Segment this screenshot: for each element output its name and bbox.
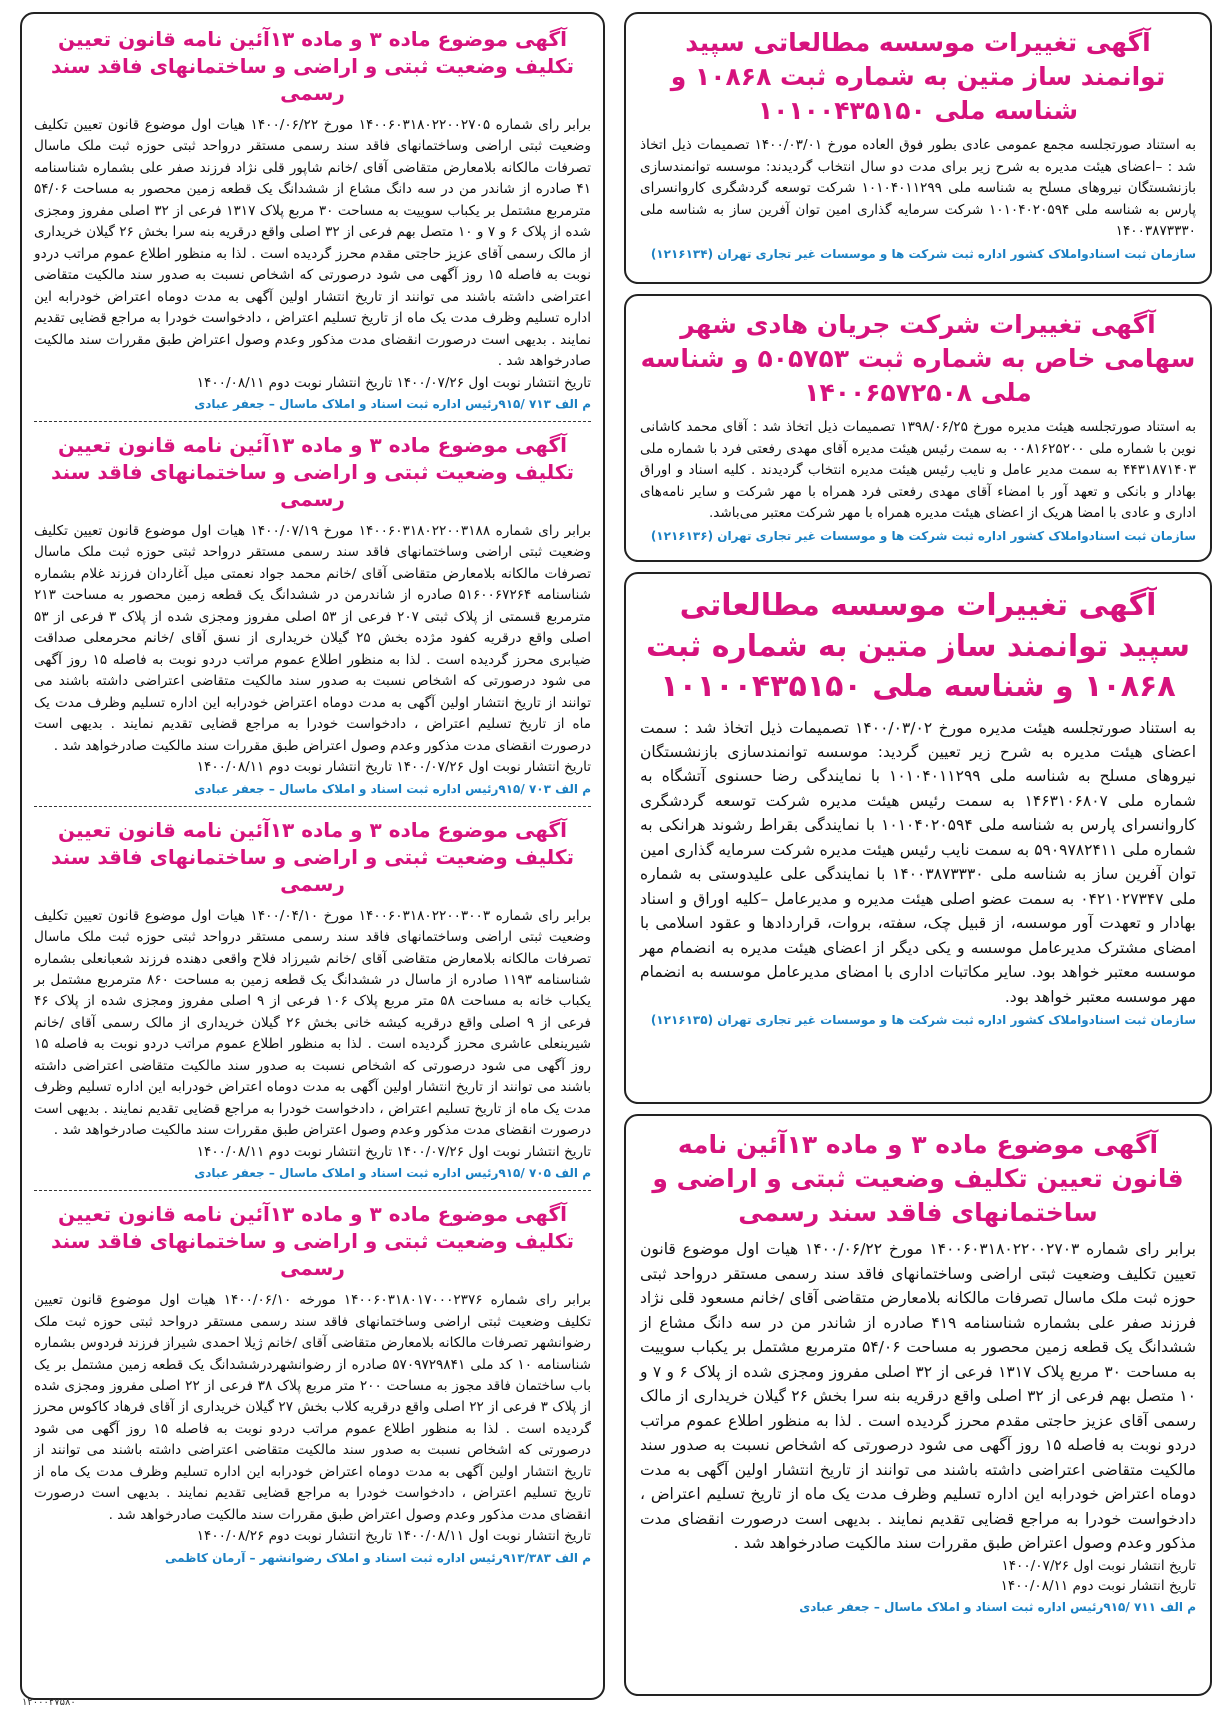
land-ad-4 — [34, 1201, 591, 1565]
ad-signature: م الف ۷۱۳ /۹۱۵رئیس اداره ثبت اسناد و املاک ماسال – جعفر عبادی — [194, 397, 591, 412]
publish-date-second: تاریخ انتشار نوبت دوم ۱۴۰۰/۰۸/۱۱ — [1000, 1577, 1196, 1594]
ad-title: آگهی تغییرات شرکت جریان هادی شهر سهامی خاص به شماره ثبت ۵۰۵۷۵۳ و شناسه ملی ۱۴۰۰۶۵۷۲۵۰۸ — [640, 310, 1196, 407]
ad-title: آگهی موضوع ماده ۳ و ماده ۱۳آئین نامه قانون تعیین تکلیف وضعیت ثبتی و اراضی و ساختمانهای فاقد سند رسمی — [51, 817, 574, 896]
ad-title: آگهی موضوع ماده ۳ و ماده ۱۳آئین نامه قانون تعیین تکلیف وضعیت ثبتی و اراضی و ساختمانهای فاقد سند رسمی — [51, 433, 574, 512]
ad-box-company-change-3 — [624, 572, 1212, 1104]
ad-signature: م الف ۷۰۳ /۹۱۵رئیس اداره ثبت اسناد و املاک ماسال – جعفر عبادی — [194, 781, 591, 796]
ad-body: به استناد صورتجلسه هیئت مدیره مورخ ۱۴۰۰/۰۳/۰۲ تصمیمات ذیل اتخاذ شد : سمت اعضای هیئت مدیره به شرح زیر تعیین گردید: موسسه توانمندسازی بازنشستگان نیروهای مسلح به شناسه ملی ۱۰۱۰۴۰۱۱۲۹۹ با نمایندگی رضا حسنوی آتشگاه به شماره ملی ۱۴۶۳۱۰۶۸۰۷ به سمت رئیس هیئت مدیره شرکت توسعه گردشگری کاروانسرای پارس به شناسه ملی ۱۰۱۰۴۰۲۰۵۹۴ با نمایندگی بقراط رشوند هرانکی به شماره ملی ۵۹۰۹۷۸۲۴۱۱ به سمت نایب رئیس هیئت مدیره شرکت سرمایه گذاری امین توان آفرین ساز به شناسه ملی ۱۴۰۰۳۸۷۳۳۳۰ با نمایندگی علی علیدوستی به شماره ملی ۰۴۲۱۰۲۷۳۴۷ به سمت عضو اصلی هیئت مدیره و مدیرعامل –کلیه اوراق و اسناد بهادار و تعهدت آور موسسه، از قبیل چک، سفته، بروات، قراردادها و عقود اسلامی با امضای مشترک مدیرعامل موسسه و یکی دیگر از اعضای هیئت مدیره به انضمام مهر موسسه معتبر خواهد بود. سایر مکاتبات اداری با امضای مدیرعامل موسسه به انضمام مهر موسسه معتبر خواهد بود. — [640, 718, 1197, 1006]
ad-body: به استناد صورتجلسه مجمع عمومی عادی بطور فوق العاده مورخ ۱۴۰۰/۰۳/۰۱ تصمیمات ذیل اتخاذ شد : –اعضای هیئت مدیره به شرح زیر برای مدت دو سال انتخاب گردیدند: موسسه توانمندسازی بازنشستگان نیروهای مسلح به شناسه ملی ۱۰۱۰۴۰۱۱۲۹۹ شرکت توسعه گردشگری کاروانسرای پارس به شناسه ملی ۱۰۱۰۴۰۲۰۵۹۴ شرکت سرمایه گذاری امین توان آفرین ساز به شناسه ملی ۱۴۰۰۳۸۷۳۳۳۰ — [640, 137, 1196, 240]
ad-body: برابر رای شماره ۱۴۰۰۶۰۳۱۸۰۲۲۰۰۲۷۰۵ مورخ ۱۴۰۰/۰۶/۲۲ هیات اول موضوع قانون تعیین تکلیف وضعیت ثبتی اراضی وساختمانهای فاقد سند رسمی مستقر درواحد ثبتی حوزه ثبت ملک ماسال تصرفات مالکانه بلامعارض متقاضی آقای /خانم شاپور قلی نژاد فرزند صفر علی بشماره شناسنامه ۴۱ صادره از شاندر من در سه دانگ مشاع از ششدانگ یک قطعه زمین محصور به مساحت ۵۴/۰۶ مترمربع مشتمل بر یکباب سوییت به مساحت ۳۰ مربع پلاک ۱۳۱۷ فرعی از ۳۲ اصلی مفروز ومجزی شده از پلاک ۶ و ۷ و ۱۰ متصل بهم فرعی از ۳۲ اصلی واقع درقریه بنه سرا بخش ۲۶ گیلان خریداری از مالک رسمی آقای عزیز حاجتی مقدم محرز گردیده است . لذا به منظور اطلاع عموم مراتب دردو نوبت به فاصله ۱۵ روز آگهی می شود درصورتی که اشخاص نسبت به صدور سند مالکیت متقاضی اعتراضی داشته باشند می توانند از تاریخ انتشار اولین آگهی به مدت دوماه اعتراض خودرابه این اداره تسلیم وظرف مدت یک ماه از تاریخ تسلیم اعتراض ، دادخواست خودرا به مراجع قضایی تقدیم نمایند . بدیهی است درصورت انقضای مدت مذکور وعدم وصول اعتراض طبق مقررات سند مالکیت صادرخواهد شد . — [34, 117, 592, 370]
ad-signature: سازمان ثبت اسنادواملاک کشور اداره ثبت شرکت ها و موسسات غیر تجاری تهران (۱۲۱۶۱۳۶) — [650, 528, 1196, 543]
ad-box-company-change-2 — [624, 294, 1212, 562]
land-ad-1 — [34, 26, 591, 411]
ad-signature: م الف ۷۱۱ /۹۱۵رئیس اداره ثبت اسناد و املاک ماسال – جعفر عبادی — [799, 1600, 1196, 1615]
publish-dates: تاریخ انتشار نوبت اول ۱۴۰۰/۰۷/۲۶ تاریخ انتشار نوبت دوم ۱۴۰۰/۰۸/۱۱ — [196, 1143, 591, 1160]
dashed-divider — [34, 1190, 591, 1191]
ad-title: آگهی تغییرات موسسه مطالعاتی سپید توانمند ساز متین به شماره ثبت ۱۰۸۶۸ و شناسه ملی ۱۰۱۰۰۴۳۵۱۵۰ — [646, 588, 1190, 704]
publish-dates: تاریخ انتشار نوبت اول ۱۴۰۰/۰۸/۱۱ تاریخ انتشار نوبت دوم ۱۴۰۰/۰۸/۲۶ — [196, 1528, 591, 1545]
ad-title: آگهی تغییرات موسسه مطالعاتی سپید توانمند ساز متین به شماره ثبت ۱۰۸۶۸ و شناسه ملی ۱۰۱۰۰۴۳۵۱۵۰ — [670, 28, 1166, 125]
ad-signature: م الف ۹۱۳/۳۸۳رئیس اداره ثبت اسناد و املاک رضوانشهر – آرمان کاظمی — [164, 1550, 591, 1565]
dashed-divider — [34, 806, 591, 807]
publish-dates: تاریخ انتشار نوبت اول ۱۴۰۰/۰۷/۲۶ تاریخ انتشار نوبت دوم ۱۴۰۰/۰۸/۱۱ — [196, 374, 591, 391]
ad-body: به استناد صورتجلسه هیئت مدیره مورخ ۱۳۹۸/۰۶/۲۵ تصمیمات ذیل اتخاذ شد : آقای محمد کاشانی نوین با شماره ملی ۰۰۸۱۶۲۵۲۰۰ به سمت رئیس هیئت مدیره آقای مهدی رفعتی فرد با شماره ملی ۴۴۳۱۸۷۱۴۰۳ به سمت مدیر عامل و نایب رئیس هیئت مدیره انتخاب گردیدند . کلیه اسناد و اوراق بهادار و بانکی و تعهد آور با امضاء آقای مهدی رفعتی فرد همراه با مهر شرکت و سایر نامه‌های اداری و عادی با امضا هریک از اعضای هیئت مدیره همراه با مهر شرکت معتبر می‌باشد. — [640, 419, 1196, 522]
ad-signature: م الف ۷۰۵ /۹۱۵رئیس اداره ثبت اسناد و املاک ماسال – جعفر عبادی — [194, 1166, 591, 1181]
footer-code: ۱۲۰۰۰۲۷۵۸۰ — [22, 1697, 76, 1708]
ad-body: برابر رای شماره ۱۴۰۰۶۰۳۱۸۰۲۲۰۰۳۰۰۳ مورخ ۱۴۰۰/۰۴/۱۰ هیات اول موضوع قانون تعیین تکلیف وضعیت ثبتی اراضی وساختمانهای فاقد سند رسمی مستقر درواحد ثبتی حوزه ثبت ملک ماسال تصرفات مالکانه بلامعارض متقاضی آقای /خانم شیرزاد فلاح واقعی دهنده فرزند شعبانعلی بشماره شناسنامه ۱۱۹۳ صادره از ماسال در ششدانگ یک قطعه زمین به مساحت ۸۶۰ مترمربع مشتمل بر یکباب خانه به مساحت ۵۸ متر مربع پلاک ۱۰۶ فرعی از ۹ اصلی مفروز ومجزی شده از پلاک ۴۶ فرعی از ۹ اصلی واقع درقریه کیشه خانی بخش ۲۶ گیلان خریداری از مالک رسمی آقای /خانم شیرینعلی عاشری محرز گردیده است . لذا به منظور اطلاع عموم مراتب دردو نوبت به فاصله ۱۵ روز آگهی می شود درصورتی که اشخاص نسبت به صدور سند مالکیت متقاضی اعتراضی داشته باشند می توانند از تاریخ انتشار اولین آگهی به مدت دوماه اعتراض خودرابه این اداره تسلیم وظرف مدت یک ماه از تاریخ تسلیم اعتراض ، دادخواست خودرا به مراجع قضایی تقدیم نمایند . بدیهی است درصورت انقضای مدت مذکور وعدم وصول اعتراض طبق مقررات سند مالکیت صادرخواهد شد . — [34, 907, 591, 1139]
ad-signature: سازمان ثبت اسنادواملاک کشور اداره ثبت شرکت ها و موسسات غیر تجاری تهران (۱۲۱۶۱۳۵) — [650, 1013, 1196, 1028]
publish-dates: تاریخ انتشار نوبت اول ۱۴۰۰/۰۷/۲۶ تاریخ انتشار نوبت دوم ۱۴۰۰/۰۸/۱۱ — [196, 759, 591, 776]
ad-body: برابر رای شماره ۱۴۰۰۶۰۳۱۸۰۲۲۰۰۳۱۸۸ مورخ ۱۴۰۰/۰۷/۱۹ هیات اول موضوع قانون تعیین تکلیف وضعیت ثبتی اراضی وساختمانهای فاقد سند رسمی مستقر درواحد ثبتی حوزه ثبت ملک ماسال تصرفات مالکانه بلامعارض متقاضی آقای /خانم محمد جواد نعمتی میل آغاردان فرزند غلام بشماره شناسنامه ۵۱۶۰۰۶۷۲۶۴ صادره از شاندرمن در ششدانگ یک قطعه زمین محصور به مساحت ۲۱۳ مترمربع قسمتی از پلاک ثبتی ۲۰۷ فرعی از ۵۳ اصلی مفروز ومجزی شده از پلاک ۳ فرعی از ۵۳ اصلی واقع درقریه کفود مژده بخش ۲۵ گیلان خریداری از نسق آقای /خانم محرمعلی صداقت ضیابری محرز گردیده است . لذا به منظور اطلاع عموم مراتب دردو نوبت به فاصله ۱۵ روز آگهی می شود درصورتی که اشخاص نسبت به صدور سند مالکیت متقاضی اعتراضی داشته باشند می توانند از تاریخ انتشار اولین آگهی به مدت دوماه اعتراض خودرابه این اداره تسلیم وظرف مدت یک ماه از تاریخ تسلیم اعتراض ، دادخواست خودرا به مراجع قضایی تقدیم نمایند . بدیهی است درصورت انقضای مدت مذکور وعدم وصول اعتراض طبق مقررات سند مالکیت صادرخواهد شد . — [34, 523, 591, 754]
ad-box-land-registry — [624, 1114, 1212, 1696]
ad-body: برابر رای شماره ۱۴۰۰۶۰۳۱۸۰۲۲۰۰۲۷۰۳ مورخ ۱۴۰۰/۰۶/۲۲ هیات اول موضوع قانون تعیین تکلیف وضعیت ثبتی اراضی وساختمانهای فاقد سند رسمی مستقر درواحد ثبتی حوزه ثبت ملک ماسال تصرفات مالکانه بلامعارض متقاضی آقای /خانم مسعود قلی نژاد فرزند صفر علی بشماره شناسنامه ۴۱۹ صادره از شاندر من در سه دانگ مشاع از ششدانگ یک قطعه زمین محصور به مساحت ۵۴/۰۶ مترمربع مشتمل بر یکباب سوییت به مساحت ۳۰ مربع پلاک ۱۳۱۷ فرعی از ۳۲ اصلی مفروز ومجزی شده از پلاک ۶ و ۷ و ۱۰ متصل بهم فرعی از ۳۲ اصلی واقع درقریه بنه سرا بخش ۲۶ گیلان خریداری از مالک رسمی آقای عزیز حاجتی مقدم محرز گردیده است . لذا به منظور اطلاع عموم مراتب دردو نوبت به فاصله ۱۵ روز آگهی می شود درصورتی که اشخاص نسبت به صدور سند مالکیت متقاضی اعتراضی داشته باشند می توانند از تاریخ انتشار اولین آگهی به مدت دوماه اعتراض خودرابه این اداره تسلیم وظرف مدت یک ماه از تاریخ تسلیم اعتراض ، دادخواست خودرا به مراجع قضایی تقدیم نمایند . بدیهی است درصورت انقضای مدت مذکور وعدم وصول اعتراض طبق مقررات سند مالکیت صادرخواهد شد . — [640, 1240, 1197, 1553]
ad-title: آگهی موضوع ماده ۳ و ماده ۱۳آئین نامه قانون تعیین تکلیف وضعیت ثبتی و اراضی و ساختمانهای فاقد سند رسمی — [652, 1130, 1184, 1227]
dashed-divider — [34, 421, 591, 422]
publish-date-first: تاریخ انتشار نوبت اول ۱۴۰۰/۰۷/۲۶ — [1001, 1557, 1196, 1574]
ad-box-company-change-1 — [624, 12, 1212, 284]
land-ad-3 — [34, 817, 591, 1181]
ad-signature: سازمان ثبت اسنادواملاک کشور اداره ثبت شرکت ها و موسسات غیر تجاری تهران (۱۲۱۶۱۳۴) — [650, 246, 1196, 261]
right-column — [624, 12, 1212, 1706]
left-column — [20, 12, 605, 1700]
ad-title: آگهی موضوع ماده ۳ و ماده ۱۳آئین نامه قانون تعیین تکلیف وضعیت ثبتی و اراضی و ساختمانهای فاقد سند رسمی — [51, 1202, 574, 1281]
land-ad-2 — [34, 432, 591, 796]
ad-body: برابر رای شماره ۱۴۰۰۶۰۳۱۸۰۱۷۰۰۰۲۳۷۶ مورخه ۱۴۰۰/۰۶/۱۰ هیات اول موضوع قانون تعیین تکلیف وضعیت ثبتی اراضی وساختمانهای فاقد سند رسمی مستقر درواحد ثبتی حوزه ثبت ملک رضوانشهر تصرفات مالکانه بلامعارض متقاضی آقای /خانم ژیلا احمدی شیراز فرزند فردوس بشماره شناسنامه ۱۰ کد ملی ۵۷۰۹۷۲۹۸۴۱ صادره از رضوانشهردرششدانگ یک قطعه زمین مشتمل بر یک باب ساختمان فاقد مجوز به مساحت ۲۰۰ متر مربع پلاک ۳۸ فرعی از ۲۲ اصلی مفروز ومجزی شده از پلاک ۳ فرعی از ۲۲ اصلی واقع درقریه کلاب بخش ۲۷ گیلان خریداری از آقای فرهاد کاکوس محرز گردیده است . لذا به منظور اطلاع عموم مراتب دردو نوبت به فاصله ۱۵ روز آگهی می شود درصورتی که اشخاص نسبت به صدور سند مالکیت متقاضی اعتراضی داشته باشند می توانند از تاریخ انتشار اولین آگهی به مدت دوماه اعتراض خودرابه این اداره تسلیم وظرف مدت یک ماه از تاریخ تسلیم اعتراض ، دادخواست خودرا به مراجع قضایی تقدیم نمایند . بدیهی است درصورت انقضای مدت مذکور وعدم وصول اعتراض طبق مقررات سند مالکیت صادرخواهد شد . — [34, 1292, 592, 1523]
ad-title: آگهی موضوع ماده ۳ و ماده ۱۳آئین نامه قانون تعیین تکلیف وضعیت ثبتی و اراضی و ساختمانهای فاقد سند رسمی — [51, 27, 574, 105]
